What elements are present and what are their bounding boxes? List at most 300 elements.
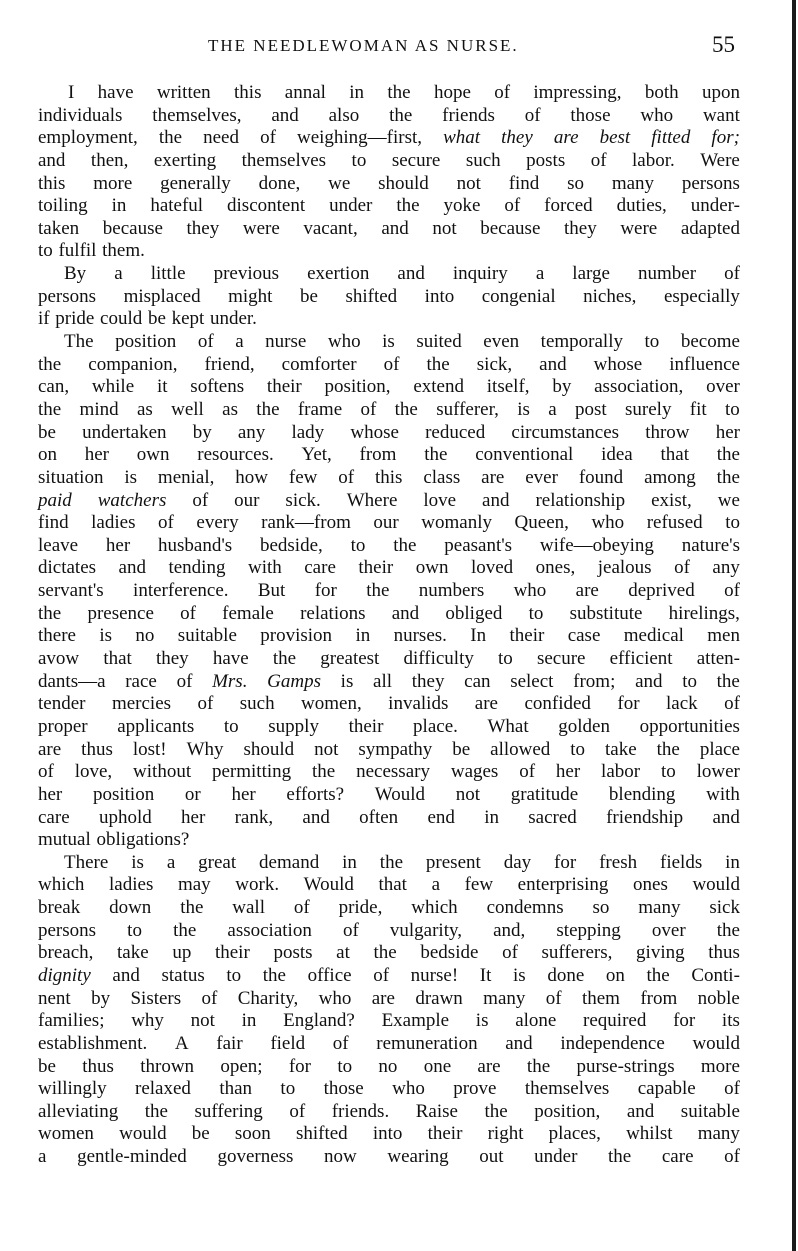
word: become bbox=[680, 331, 740, 353]
word: be bbox=[147, 308, 166, 330]
word: could bbox=[100, 308, 143, 330]
word: employment, bbox=[38, 127, 138, 149]
text-line bbox=[38, 897, 740, 920]
word: permitting bbox=[211, 761, 292, 783]
word: the bbox=[716, 919, 740, 941]
word: soon bbox=[234, 1123, 271, 1145]
word: break bbox=[38, 897, 81, 919]
word: whose bbox=[350, 421, 399, 443]
word: them. bbox=[102, 240, 145, 262]
word: under bbox=[534, 1146, 578, 1168]
word: supply bbox=[268, 715, 319, 737]
word: should bbox=[243, 738, 295, 760]
word: down bbox=[109, 897, 152, 919]
word: care bbox=[304, 557, 336, 579]
word: their bbox=[214, 942, 250, 964]
word: and bbox=[635, 670, 663, 692]
word: stepping bbox=[556, 919, 621, 941]
word: or bbox=[184, 783, 201, 805]
word: the bbox=[646, 964, 670, 986]
word: position bbox=[115, 331, 177, 353]
word: persons bbox=[681, 172, 740, 194]
word: sick. bbox=[285, 489, 321, 511]
page-number: 55 bbox=[712, 32, 735, 57]
word: suitable bbox=[177, 625, 237, 647]
word: enterprising bbox=[517, 874, 609, 896]
word: out bbox=[479, 1146, 504, 1168]
word: niches, bbox=[583, 285, 637, 307]
word: mercies bbox=[111, 693, 172, 715]
word: no bbox=[135, 625, 155, 647]
word: would bbox=[692, 874, 740, 896]
word: adapted bbox=[680, 217, 740, 239]
word: toiling bbox=[38, 195, 88, 217]
word: take bbox=[117, 942, 149, 964]
italic-word: for; bbox=[711, 127, 740, 149]
word: which bbox=[411, 897, 458, 919]
word: upon bbox=[701, 82, 740, 103]
word: kept bbox=[171, 308, 205, 330]
word: the bbox=[373, 942, 397, 964]
word: A bbox=[174, 1032, 189, 1054]
word: in bbox=[725, 851, 740, 873]
word: wall bbox=[232, 897, 265, 919]
word: might bbox=[228, 285, 273, 307]
word: the bbox=[38, 398, 62, 420]
word: while bbox=[91, 376, 135, 398]
word: to bbox=[350, 534, 366, 556]
word: ladies bbox=[109, 874, 154, 896]
word: the bbox=[396, 195, 420, 217]
word: the bbox=[272, 648, 297, 670]
word: exerting bbox=[153, 149, 217, 171]
word: great bbox=[198, 851, 237, 873]
word: position, bbox=[534, 1100, 601, 1122]
word: no bbox=[378, 1055, 398, 1077]
word: fresh bbox=[599, 851, 638, 873]
word: nature's bbox=[681, 534, 740, 556]
word: atten- bbox=[696, 648, 740, 670]
word: because bbox=[102, 217, 163, 239]
word: persons bbox=[38, 285, 97, 307]
word: it bbox=[156, 376, 168, 398]
word: to bbox=[725, 398, 740, 420]
word: are bbox=[38, 738, 62, 760]
word: any bbox=[237, 421, 266, 443]
word: every bbox=[196, 512, 239, 534]
word: inquiry bbox=[452, 263, 508, 285]
word: the bbox=[158, 127, 183, 149]
word: not bbox=[314, 738, 339, 760]
word: position, bbox=[324, 376, 391, 398]
word: nurse! bbox=[410, 964, 459, 986]
word: this bbox=[38, 172, 66, 194]
text-line bbox=[38, 761, 740, 784]
word: large bbox=[572, 263, 610, 285]
word: many bbox=[611, 172, 655, 194]
word: to bbox=[570, 738, 586, 760]
text-line bbox=[38, 308, 740, 331]
word: hirelings, bbox=[668, 602, 740, 624]
word: its bbox=[721, 1010, 740, 1032]
word: own bbox=[136, 444, 170, 466]
word: medical bbox=[623, 625, 684, 647]
word: work. bbox=[235, 874, 280, 896]
word: of bbox=[724, 693, 740, 715]
text-line bbox=[38, 671, 740, 694]
word: open; bbox=[220, 1055, 263, 1077]
word: individuals bbox=[38, 104, 123, 126]
word: have bbox=[97, 82, 134, 103]
word: into bbox=[372, 1123, 403, 1145]
word: and bbox=[539, 353, 567, 375]
word: interference. bbox=[133, 580, 229, 602]
word: nurses. bbox=[393, 625, 447, 647]
word: found bbox=[578, 466, 624, 488]
word: posts bbox=[273, 942, 313, 964]
word: of bbox=[338, 466, 355, 488]
word: is bbox=[99, 625, 113, 647]
word: families; bbox=[38, 1010, 105, 1032]
word: place. bbox=[413, 715, 458, 737]
word: exertion bbox=[307, 263, 370, 285]
word: for bbox=[288, 1055, 312, 1077]
word: on bbox=[605, 964, 625, 986]
word: persons bbox=[38, 919, 97, 941]
word: if bbox=[38, 308, 50, 330]
word: husband's bbox=[158, 534, 233, 556]
word: who bbox=[318, 987, 352, 1009]
word: over bbox=[651, 919, 686, 941]
text-line bbox=[38, 1146, 740, 1169]
word: and bbox=[112, 964, 140, 986]
word: our bbox=[234, 489, 260, 511]
text-line bbox=[38, 807, 740, 830]
word: as bbox=[136, 398, 153, 420]
word: are bbox=[474, 693, 498, 715]
word: to bbox=[337, 1055, 353, 1077]
word: end bbox=[427, 806, 455, 828]
word: not bbox=[190, 1010, 215, 1032]
word: posts bbox=[526, 149, 566, 171]
word: many bbox=[483, 987, 526, 1009]
text-line bbox=[38, 399, 740, 422]
word: of bbox=[494, 82, 511, 103]
word: be bbox=[452, 738, 471, 760]
word: peasant's bbox=[444, 534, 513, 556]
word: their bbox=[266, 376, 302, 398]
word: reduced bbox=[425, 421, 486, 443]
word: place bbox=[699, 738, 740, 760]
word: who bbox=[327, 331, 361, 353]
word: of bbox=[545, 987, 562, 1009]
word: now bbox=[324, 1146, 357, 1168]
word: relations bbox=[300, 602, 366, 624]
word: fit bbox=[689, 398, 707, 420]
word: want bbox=[702, 104, 740, 126]
word: Queen, bbox=[514, 512, 569, 534]
text-line bbox=[38, 535, 740, 558]
word: field bbox=[270, 1032, 306, 1054]
word: office bbox=[307, 964, 352, 986]
word: of bbox=[260, 127, 276, 149]
word: demand bbox=[259, 851, 320, 873]
word: the bbox=[38, 353, 62, 375]
word: of bbox=[293, 897, 310, 919]
text-line bbox=[38, 988, 740, 1011]
word: done bbox=[547, 964, 585, 986]
word: Were bbox=[700, 149, 740, 171]
word: that bbox=[660, 444, 689, 466]
word: taken bbox=[38, 217, 80, 239]
word: surely bbox=[625, 398, 672, 420]
word: to bbox=[127, 919, 142, 941]
word: and bbox=[482, 489, 510, 511]
word: for bbox=[673, 1010, 696, 1032]
word: Sisters bbox=[130, 987, 182, 1009]
word: under. bbox=[209, 308, 257, 330]
word: those bbox=[323, 1078, 364, 1100]
word: obliged bbox=[445, 602, 503, 624]
word: gratitude bbox=[510, 783, 579, 805]
word: nent bbox=[38, 987, 71, 1009]
word: post bbox=[575, 398, 607, 420]
word: her bbox=[38, 783, 63, 805]
text-line bbox=[38, 784, 740, 807]
word: shifted bbox=[295, 1123, 348, 1145]
word: who bbox=[640, 104, 674, 126]
word: to bbox=[38, 240, 53, 262]
word: menial, bbox=[157, 466, 215, 488]
word: in bbox=[349, 82, 365, 103]
word: Raise bbox=[415, 1100, 458, 1122]
word: the bbox=[366, 580, 390, 602]
word: forced bbox=[544, 195, 593, 217]
text-line bbox=[38, 173, 740, 196]
word: especially bbox=[663, 285, 740, 307]
word: men bbox=[707, 625, 740, 647]
word: in bbox=[355, 625, 371, 647]
word: even bbox=[483, 331, 520, 353]
word: frame bbox=[297, 398, 343, 420]
word: Where bbox=[346, 489, 398, 511]
word: the bbox=[424, 444, 448, 466]
italic-word: watchers bbox=[97, 489, 167, 511]
word: association, bbox=[594, 376, 684, 398]
text-line bbox=[38, 580, 740, 603]
text-line bbox=[38, 150, 740, 173]
word: of bbox=[197, 331, 214, 353]
word: In bbox=[470, 625, 487, 647]
word: and bbox=[271, 104, 299, 126]
word: be bbox=[191, 1123, 210, 1145]
word: be bbox=[38, 421, 56, 443]
word: are bbox=[575, 580, 599, 602]
word: they bbox=[186, 217, 220, 239]
word: should bbox=[378, 172, 429, 194]
word: hope bbox=[433, 82, 471, 103]
word: sufferers, bbox=[541, 942, 613, 964]
word: of bbox=[383, 353, 400, 375]
word: find bbox=[508, 172, 540, 194]
word: and bbox=[118, 557, 146, 579]
word: comforter bbox=[281, 353, 357, 375]
word: of bbox=[504, 195, 521, 217]
word: and bbox=[391, 602, 420, 624]
word: the bbox=[526, 1055, 551, 1077]
word: efficient bbox=[609, 648, 673, 670]
word: written bbox=[156, 82, 211, 103]
word: her bbox=[231, 783, 256, 805]
word: the bbox=[393, 534, 417, 556]
word: conventional bbox=[475, 444, 574, 466]
word: is bbox=[131, 851, 144, 873]
word: under- bbox=[690, 195, 740, 217]
word: many bbox=[697, 1123, 740, 1145]
word: also bbox=[328, 104, 360, 126]
word: Would bbox=[374, 783, 425, 805]
word: not bbox=[432, 217, 457, 239]
word: dictates bbox=[38, 557, 97, 579]
italic-word: paid bbox=[38, 489, 72, 511]
italic-word: Gamps bbox=[267, 670, 321, 692]
word: for bbox=[554, 851, 577, 873]
word: were bbox=[620, 217, 658, 239]
word: annal bbox=[284, 82, 326, 103]
word: purse-strings bbox=[576, 1055, 675, 1077]
word: women, bbox=[301, 693, 362, 715]
text-line bbox=[38, 331, 740, 354]
word: of bbox=[342, 919, 359, 941]
word: into bbox=[424, 285, 455, 307]
word: applicants bbox=[117, 715, 195, 737]
word: prove bbox=[453, 1078, 497, 1100]
word: were bbox=[242, 217, 280, 239]
word: suitable bbox=[680, 1100, 740, 1122]
word: servant's bbox=[38, 580, 104, 602]
word: in bbox=[342, 851, 357, 873]
text-line bbox=[38, 874, 740, 897]
word: and bbox=[505, 1032, 533, 1054]
word: labor. bbox=[632, 149, 675, 171]
word: gentle-minded bbox=[77, 1146, 187, 1168]
word: throw bbox=[645, 421, 690, 443]
word: allowed bbox=[490, 738, 551, 760]
text-line bbox=[38, 603, 740, 626]
word: little bbox=[150, 263, 186, 285]
word: among bbox=[644, 466, 696, 488]
text-line bbox=[38, 1101, 740, 1124]
word: of bbox=[502, 942, 518, 964]
word: which bbox=[38, 874, 85, 896]
italic-word: are bbox=[553, 127, 579, 149]
word: in bbox=[111, 195, 127, 217]
word: day bbox=[503, 851, 532, 873]
word: noble bbox=[697, 987, 740, 1009]
word: bedside bbox=[420, 942, 479, 964]
word: for bbox=[314, 580, 337, 602]
word: mind bbox=[79, 398, 119, 420]
word: exist, bbox=[651, 489, 692, 511]
word: sick, bbox=[476, 353, 513, 375]
word: by bbox=[552, 376, 572, 398]
word: not bbox=[455, 783, 480, 805]
word: over bbox=[706, 376, 740, 398]
word: by bbox=[91, 987, 111, 1009]
word: of bbox=[724, 1146, 740, 1168]
word: duties, bbox=[616, 195, 667, 217]
text-line bbox=[38, 1056, 740, 1079]
text-line bbox=[38, 920, 740, 943]
word: proper bbox=[38, 715, 88, 737]
word: themselves bbox=[241, 149, 327, 171]
text-line bbox=[38, 490, 740, 513]
word: by bbox=[192, 421, 212, 443]
word: Why bbox=[186, 738, 224, 760]
word: more bbox=[93, 172, 133, 194]
word: the bbox=[144, 1100, 168, 1122]
word: in bbox=[241, 1010, 257, 1032]
word: a bbox=[166, 851, 176, 873]
word: fields bbox=[660, 851, 703, 873]
word: I bbox=[68, 82, 75, 103]
word: previous bbox=[213, 263, 280, 285]
word: up bbox=[172, 942, 192, 964]
word: pride, bbox=[338, 897, 383, 919]
word: lady bbox=[291, 421, 325, 443]
word: shifted bbox=[345, 285, 398, 307]
word: without bbox=[133, 761, 192, 783]
word: and bbox=[381, 217, 409, 239]
word: capable bbox=[637, 1078, 696, 1100]
word: ones bbox=[633, 874, 668, 896]
word: rank—from bbox=[261, 512, 351, 534]
word: undertaken bbox=[82, 421, 167, 443]
word: are bbox=[477, 1055, 501, 1077]
word: to bbox=[725, 512, 740, 534]
word: of bbox=[724, 1078, 740, 1100]
word: who bbox=[513, 580, 547, 602]
word: her bbox=[715, 421, 740, 443]
word: take bbox=[605, 738, 637, 760]
word: is bbox=[517, 398, 530, 420]
word: women bbox=[38, 1123, 94, 1145]
word: with bbox=[247, 557, 282, 579]
word: of bbox=[724, 580, 740, 602]
text-line bbox=[38, 263, 740, 286]
word: are bbox=[371, 987, 395, 1009]
word: would bbox=[692, 1032, 740, 1054]
word: would bbox=[119, 1123, 167, 1145]
word: the bbox=[656, 738, 680, 760]
word: whose bbox=[593, 353, 643, 375]
word: from; bbox=[573, 670, 616, 692]
word: tending bbox=[168, 557, 226, 579]
word: can, bbox=[38, 376, 70, 398]
word: thus bbox=[82, 1055, 114, 1077]
word: opportunities bbox=[639, 715, 740, 737]
word: not bbox=[456, 172, 481, 194]
word: ladies bbox=[91, 512, 136, 534]
word: all bbox=[373, 670, 393, 692]
text-line bbox=[38, 648, 740, 671]
word: is bbox=[340, 670, 354, 692]
word: whilst bbox=[626, 1123, 673, 1145]
word: from bbox=[359, 444, 397, 466]
word: that bbox=[378, 874, 407, 896]
word: drawn bbox=[415, 987, 463, 1009]
text-line bbox=[38, 625, 740, 648]
